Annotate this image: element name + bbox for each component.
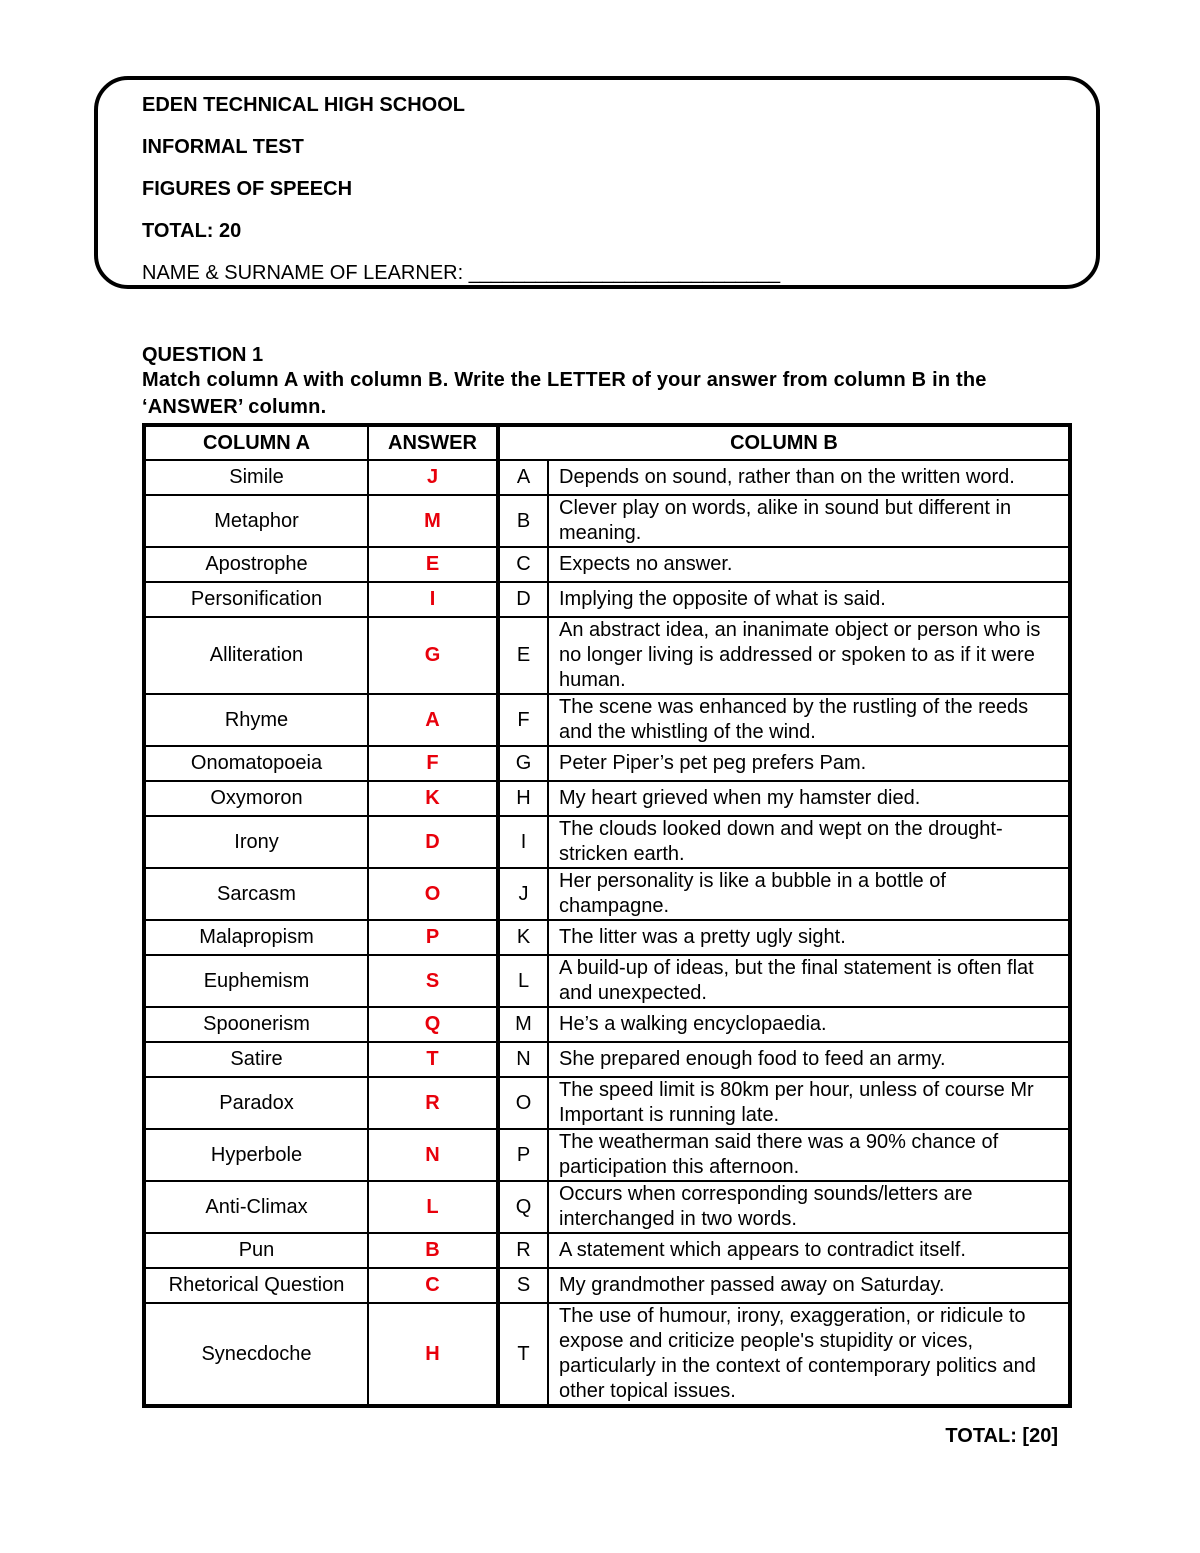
description-cell: The weatherman said there was a 90% chance of participation this afternoon. [548,1129,1070,1181]
answer-cell[interactable]: K [368,781,498,816]
description-cell: The scene was enhanced by the rustling of the reeds and the whistling of the wind. [548,694,1070,746]
term-cell: Onomatopoeia [144,746,368,781]
answer-cell[interactable]: H [368,1303,498,1406]
column-a-header: COLUMN A [144,425,368,460]
table-row [144,1233,1070,1268]
question-block [142,343,1072,421]
term-cell: Oxymoron [144,781,368,816]
term-cell: Synecdoche [144,1303,368,1406]
column-b-header: COLUMN B [498,425,1070,460]
term-cell: Malapropism [144,920,368,955]
description-cell: She prepared enough food to feed an army. [548,1042,1070,1077]
option-letter-cell: E [498,617,548,694]
answer-cell[interactable]: F [368,746,498,781]
option-letter-cell: P [498,1129,548,1181]
term-cell: Euphemism [144,955,368,1007]
answer-cell[interactable]: C [368,1268,498,1303]
answer-cell[interactable]: J [368,460,498,495]
table-row [144,1007,1070,1042]
answer-cell[interactable]: G [368,617,498,694]
option-letter-cell: A [498,460,548,495]
term-cell: Rhyme [144,694,368,746]
option-letter-cell: J [498,868,548,920]
table-row [144,868,1070,920]
test-type: INFORMAL TEST [142,136,304,158]
header-box [94,76,1100,289]
header-total: TOTAL: 20 [142,220,242,242]
table-row [144,920,1070,955]
term-cell: Metaphor [144,495,368,547]
table-row [144,1077,1070,1129]
description-cell: Clever play on words, alike in sound but different in meaning. [548,495,1070,547]
description-cell: A build-up of ideas, but the final statement is often flat and unexpected. [548,955,1070,1007]
option-letter-cell: C [498,547,548,582]
answer-cell[interactable]: O [368,868,498,920]
matching-table [142,423,1072,1408]
option-letter-cell: D [498,582,548,617]
answer-cell[interactable]: I [368,582,498,617]
subject-title: FIGURES OF SPEECH [142,178,353,200]
table-row [144,1129,1070,1181]
description-cell: Expects no answer. [548,547,1070,582]
answer-cell[interactable]: P [368,920,498,955]
answer-cell[interactable]: M [368,495,498,547]
answer-cell[interactable]: D [368,816,498,868]
table-row [144,1303,1070,1406]
learner-name-field[interactable]: NAME & SURNAME OF LEARNER: ____________________________ [142,262,781,284]
answer-cell[interactable]: E [368,547,498,582]
description-cell: The speed limit is 80km per hour, unless of course Mr Important is running late. [548,1077,1070,1129]
description-cell: Depends on sound, rather than on the written word. [548,460,1070,495]
description-cell: A statement which appears to contradict itself. [548,1233,1070,1268]
answer-cell[interactable]: S [368,955,498,1007]
option-letter-cell: F [498,694,548,746]
term-cell: Spoonerism [144,1007,368,1042]
term-cell: Irony [144,816,368,868]
option-letter-cell: M [498,1007,548,1042]
term-cell: Simile [144,460,368,495]
answer-cell[interactable]: T [368,1042,498,1077]
question-title: QUESTION 1 [142,344,264,366]
description-cell: My grandmother passed away on Saturday. [548,1268,1070,1303]
description-cell: Her personality is like a bubble in a bottle of champagne. [548,868,1070,920]
description-cell: The litter was a pretty ugly sight. [548,920,1070,955]
table-row [144,460,1070,495]
table-row [144,694,1070,746]
school-name: EDEN TECHNICAL HIGH SCHOOL [142,94,465,116]
option-letter-cell: B [498,495,548,547]
term-cell: Alliteration [144,617,368,694]
option-letter-cell: K [498,920,548,955]
option-letter-cell: I [498,816,548,868]
question-instruction: Match column A with column B. Write the LETTER of your answer from column B in the ‘ANSWER’ column. [142,369,987,418]
option-letter-cell: O [498,1077,548,1129]
option-letter-cell: N [498,1042,548,1077]
description-cell: The use of humour, irony, exaggeration, or ridicule to expose and criticize people's stupidity or vices, particularly in the context of contemporary politics and other topical issues. [548,1303,1070,1406]
table-row [144,781,1070,816]
description-cell: The clouds looked down and wept on the drought-stricken earth. [548,816,1070,868]
description-cell: An abstract idea, an inanimate object or person who is no longer living is addressed or spoken to as if it were human. [548,617,1070,694]
term-cell: Paradox [144,1077,368,1129]
table-header-row [144,425,1070,460]
term-cell: Hyperbole [144,1129,368,1181]
description-cell: My heart grieved when my hamster died. [548,781,1070,816]
table-row [144,1042,1070,1077]
description-cell: Implying the opposite of what is said. [548,582,1070,617]
term-cell: Apostrophe [144,547,368,582]
term-cell: Rhetorical Question [144,1268,368,1303]
answer-cell[interactable]: N [368,1129,498,1181]
footer-total: TOTAL: [20] [945,1425,1058,1447]
term-cell: Sarcasm [144,868,368,920]
term-cell: Anti-Climax [144,1181,368,1233]
option-letter-cell: L [498,955,548,1007]
option-letter-cell: R [498,1233,548,1268]
answer-cell[interactable]: A [368,694,498,746]
answer-cell[interactable]: B [368,1233,498,1268]
table-row [144,816,1070,868]
description-cell: He’s a walking encyclopaedia. [548,1007,1070,1042]
table-row [144,547,1070,582]
table-row [144,955,1070,1007]
description-cell: Peter Piper’s pet peg prefers Pam. [548,746,1070,781]
table-row [144,495,1070,547]
option-letter-cell: T [498,1303,548,1406]
option-letter-cell: S [498,1268,548,1303]
table-row [144,582,1070,617]
answer-cell[interactable]: R [368,1077,498,1129]
answer-header: ANSWER [368,425,498,460]
option-letter-cell: Q [498,1181,548,1233]
table-row [144,1268,1070,1303]
table-row [144,746,1070,781]
term-cell: Personification [144,582,368,617]
answer-cell[interactable]: L [368,1181,498,1233]
option-letter-cell: H [498,781,548,816]
table-row [144,1181,1070,1233]
answer-cell[interactable]: Q [368,1007,498,1042]
term-cell: Pun [144,1233,368,1268]
table-row [144,617,1070,694]
description-cell: Occurs when corresponding sounds/letters are interchanged in two words. [548,1181,1070,1233]
term-cell: Satire [144,1042,368,1077]
option-letter-cell: G [498,746,548,781]
